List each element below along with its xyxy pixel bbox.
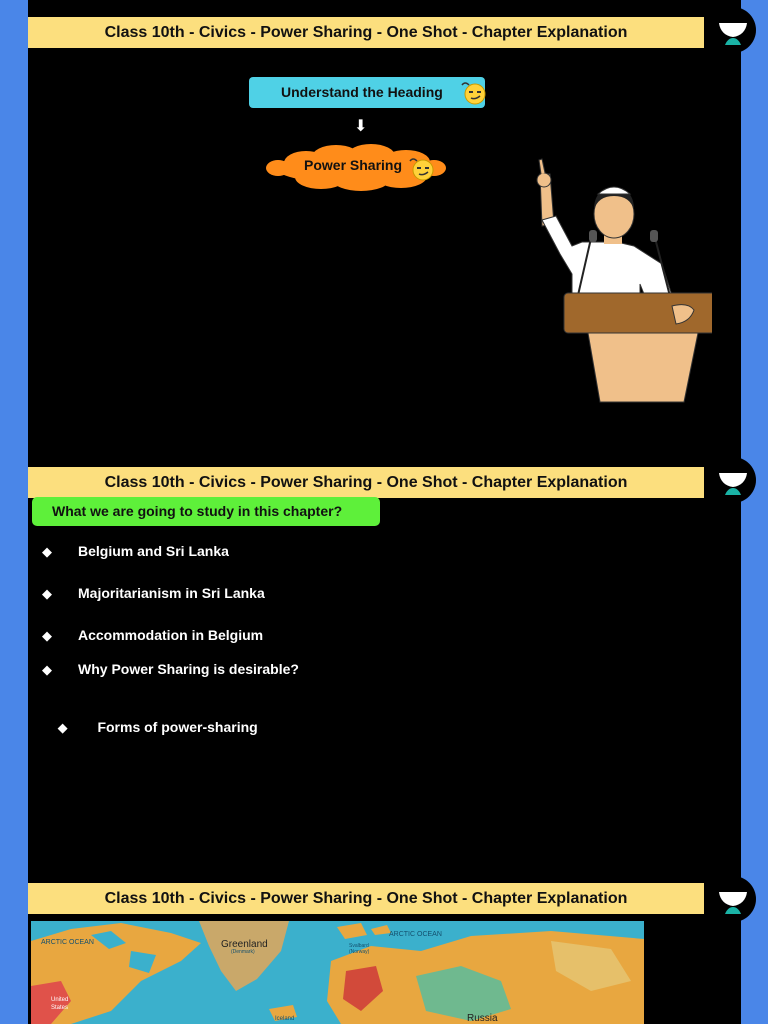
slide-title-bar: Class 10th - Civics - Power Sharing - One Shot - Chapter Explanation bbox=[28, 17, 704, 48]
slide-title-bar: Class 10th - Civics - Power Sharing - One Shot - Chapter Explanation bbox=[28, 883, 704, 914]
diamond-bullet-icon: ◆ bbox=[42, 586, 52, 601]
understand-heading-label bbox=[249, 77, 485, 108]
diamond-bullet-icon: ◆ bbox=[42, 544, 52, 559]
map-label: Svalbard bbox=[349, 943, 369, 949]
list-item-text: Why Power Sharing is desirable? bbox=[78, 661, 299, 677]
diamond-bullet-icon: ◆ bbox=[42, 662, 52, 677]
map-label: (Norway) bbox=[349, 949, 370, 955]
unacademy-logo-icon bbox=[710, 876, 756, 922]
map-label: United bbox=[51, 997, 69, 1003]
list-item bbox=[42, 627, 263, 644]
list-item-text: Majoritarianism in Sri Lanka bbox=[78, 585, 265, 601]
list-item-text: Accommodation in Belgium bbox=[78, 627, 264, 643]
slide-2 bbox=[28, 450, 741, 883]
map-label: States bbox=[51, 1005, 69, 1011]
power-sharing-label: Power Sharing bbox=[304, 157, 403, 173]
map-label: ARCTIC OCEAN bbox=[389, 931, 442, 938]
unacademy-logo-icon bbox=[710, 7, 756, 53]
list-item-text: Forms of power-sharing bbox=[93, 719, 258, 735]
smirk-emoji-icon bbox=[408, 156, 436, 182]
diamond-bullet-icon: ◆ bbox=[57, 720, 68, 735]
slide-title-bar: Class 10th - Civics - Power Sharing - One Shot - Chapter Explanation bbox=[28, 467, 704, 498]
map-label: Greenland bbox=[221, 939, 268, 950]
unacademy-logo-icon bbox=[710, 457, 756, 503]
list-item bbox=[42, 543, 229, 560]
map-label: ARCTIC OCEAN bbox=[41, 939, 94, 946]
down-arrow-icon: ⬇ bbox=[354, 118, 368, 135]
map-label: (Denmark) bbox=[231, 949, 255, 955]
heading-label-text: Understand the Heading bbox=[281, 84, 443, 100]
study-heading: What we are going to study in this chapter? bbox=[32, 497, 380, 526]
list-item-text: Belgium and Sri Lanka bbox=[78, 543, 229, 559]
slide-1 bbox=[28, 0, 741, 450]
map-label: Iceland bbox=[275, 1016, 295, 1022]
map-label: Russia bbox=[467, 1013, 498, 1024]
world-map bbox=[31, 921, 644, 1024]
list-item bbox=[42, 661, 299, 678]
slide-3 bbox=[28, 883, 741, 1024]
list-item bbox=[42, 703, 258, 752]
list-item bbox=[42, 585, 265, 602]
smirk-emoji-icon bbox=[460, 80, 488, 106]
diamond-bullet-icon: ◆ bbox=[42, 628, 52, 643]
speaker-at-podium-icon bbox=[522, 154, 712, 406]
